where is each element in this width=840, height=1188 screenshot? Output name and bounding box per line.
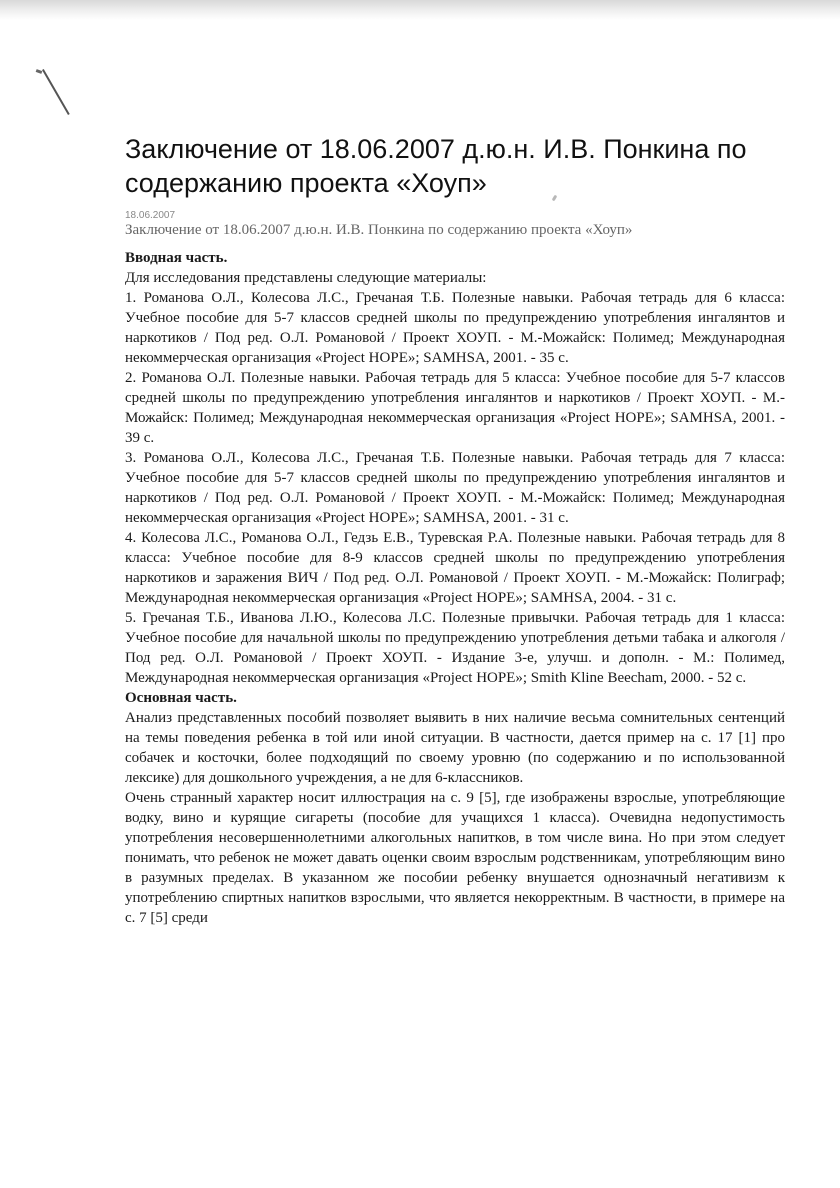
intro-text: Для исследования представлены следующие материалы: xyxy=(125,270,487,286)
main-paragraph-2: Очень странный характер носит иллюстрация на с. 9 [5], где изображены взрослые, употребляющие водку, вино и курящие сигареты (пособие для учащихся 1 класса). Очевидна недопустимость употребления несовершеннолетними алкогольных напитков, в том числе вина. Но при этом следует понимать, что ребенок не может давать оценки своим взрослым родственникам, употребляющим вино в разумных пределах. В указанном же пособии ребенку внушается однозначный негативизм к употреблению спиртных напитков взрослыми, что является некорректным. В частности, в примере на с. 7 [5] среди xyxy=(125,790,785,926)
material-item-2: 2. Романова О.Л. Полезные навыки. Рабочая тетрадь для 5 класса: Учебное пособие для 5-7 классов средней школы по предупреждению употребления ингалянтов и наркотиков / Проект ХОУП. - М.-Можайск: Полимед; Международная некоммерческая организация «Project HOPE»; SAMHSA, 2001. - 39 с. xyxy=(125,370,785,446)
main-paragraph-1: Анализ представленных пособий позволяет выявить в них наличие весьма сомнительных сентенций на темы поведения ребенка в той или иной ситуации. В частности, дается пример на с. 17 [1] про собачек и косточки, более подходящий по своему уровню (по содержанию и по использованной лексике) для дошкольного учреждения, а не для 6-классников. xyxy=(125,710,785,786)
intro-heading: Вводная часть. xyxy=(125,250,228,266)
main-heading: Основная часть. xyxy=(125,690,237,706)
document-subtitle: Заключение от 18.06.2007 д.ю.н. И.В. Понкина по содержанию проекта «Хоуп» xyxy=(125,222,633,238)
material-item-4: 4. Колесова Л.С., Романова О.Л., Гедзь Е.В., Туревская Р.А. Полезные навыки. Рабочая тетрадь для 8 класса: Учебное пособие для 8-9 классов средней школы по предупреждению употребления наркотиков и заражения ВИЧ / Под ред. О.Л. Романовой / Проект ХОУП. - М.-Можайск: Полиграф; Международная некоммерческая организация «Project HOPE»; SAMHSA, 2004. - 31 с. xyxy=(125,530,785,606)
material-item-1: 1. Романова О.Л., Колесова Л.С., Гречаная Т.Б. Полезные навыки. Рабочая тетрадь для 6 класса: Учебное пособие для 5-7 классов средней школы по предупреждению употребления ингалянтов и наркотиков / Под ред. О.Л. Романовой / Проект ХОУП. - М.-Можайск: Полимед; Международная некоммерческая организация «Project HOPE»; SAMHSA, 2001. - 35 с. xyxy=(125,290,785,366)
scan-scratch-tip xyxy=(36,69,43,74)
document-date: 18.06.2007 xyxy=(125,210,176,221)
scan-top-edge xyxy=(0,0,840,20)
document-title: Заключение от 18.06.2007 д.ю.н. И.В. Понкина по содержанию проекта «Хоуп» xyxy=(125,134,747,198)
material-item-5: 5. Гречаная Т.Б., Иванова Л.Ю., Колесова Л.С. Полезные привычки. Рабочая тетрадь для 1 класса: Учебное пособие для начальной школы по предупреждению употребления детьми табака и алкоголя / Под ред. О.Л. Романовой / Проект ХОУП. - Издание 3-е, улучш. и дополн. - М.: Полимед, Международная некоммерческая организация «Project HOPE»; Smith Kline Beecham, 2000. - 52 с. xyxy=(125,610,785,686)
scan-scratch-mark xyxy=(42,69,70,115)
document-body xyxy=(125,248,785,928)
material-item-3: 3. Романова О.Л., Колесова Л.С., Гречаная Т.Б. Полезные навыки. Рабочая тетрадь для 7 класса: Учебное пособие для 5-7 классов средней школы по предупреждению употребления ингалянтов и наркотиков / Под ред. О.Л. Романовой / Проект ХОУП. - М.-Можайск: Полимед; Международная некоммерческая организация «Project HOPE»; SAMHSA, 2001. - 31 с. xyxy=(125,450,785,526)
